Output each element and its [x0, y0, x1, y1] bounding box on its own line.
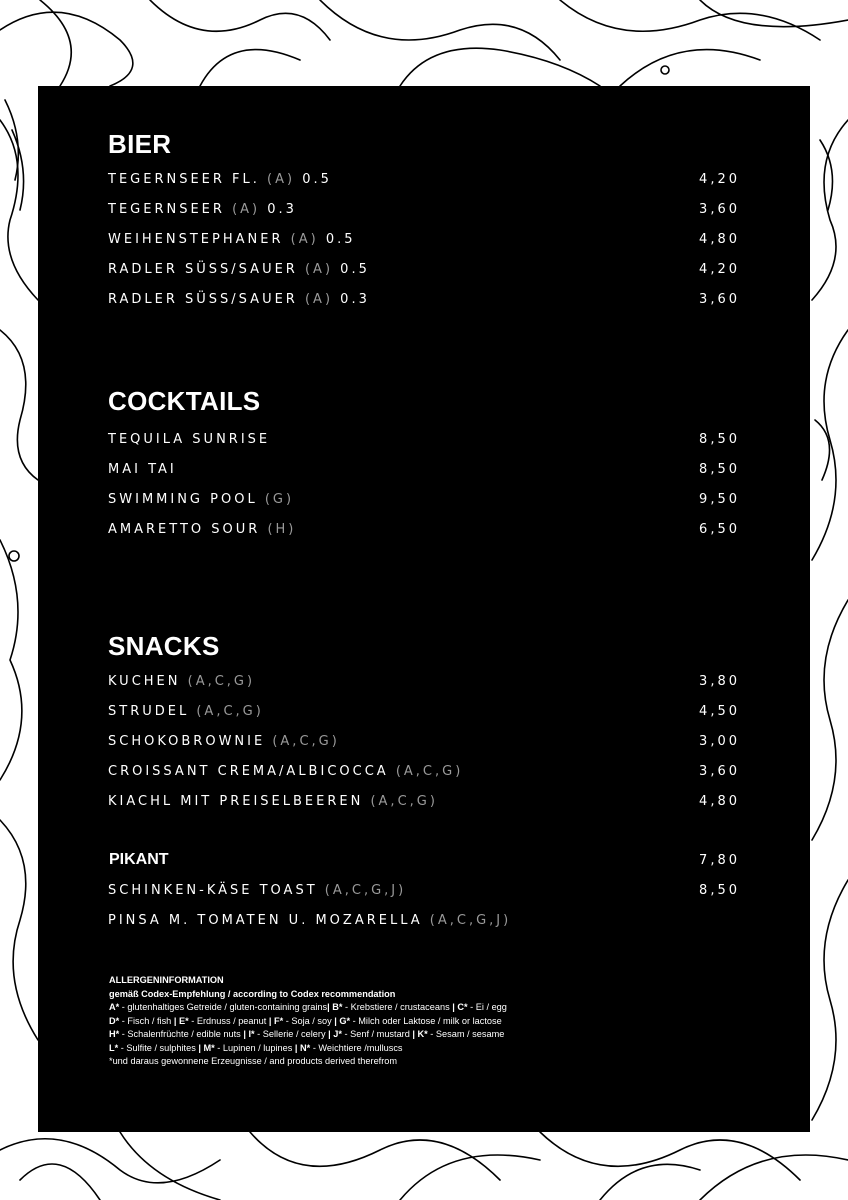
- item-price: 3,00: [699, 734, 740, 749]
- cocktails-list: [108, 425, 740, 545]
- allergen-line: H* - Schalenfrüchte / edible nuts | I* - Sellerie / celery | J* - Senf / mustard | K* - Sesam / sesame: [109, 1029, 505, 1039]
- section-title-bier: BIER: [108, 129, 172, 159]
- item-price: 4,20: [699, 172, 740, 187]
- list-item: CROISSANT CREMA/ALBICOCCA (A,C,G) 3,60: [108, 757, 740, 787]
- list-item: SCHOKOBROWNIE (A,C,G) 3,00: [108, 727, 740, 757]
- list-item: KIACHL MIT PREISELBEEREN (A,C,G) 4,80: [108, 787, 740, 817]
- allergen-information: [109, 974, 729, 1069]
- pikant-list: [108, 876, 740, 936]
- allergen-subheading: gemäß Codex-Empfehlung / according to Codex recommendation: [109, 988, 396, 999]
- list-item: MAI TAI 8,50: [108, 455, 740, 485]
- item-price: 3,80: [699, 674, 740, 689]
- allergen-line: A* - glutenhaltiges Getreide / gluten-containing grains| B* - Krebstiere / crustaceans | C* - Ei / egg: [109, 1002, 507, 1012]
- list-item: RADLER SÜSS/SAUER (A) 0.3 3,60: [108, 285, 740, 315]
- list-item: RADLER SÜSS/SAUER (A) 0.5 4,20: [108, 255, 740, 285]
- item-price: 8,50: [699, 883, 740, 898]
- list-item: TEQUILA SUNRISE 8,50: [108, 425, 740, 455]
- list-item: PINSA M. TOMATEN U. MOZARELLA (A,C,G,J): [108, 913, 512, 928]
- section-title-cocktails: COCKTAILS: [108, 386, 261, 416]
- allergen-line: D* - Fisch / fish | E* - Erdnuss / peanut | F* - Soja / soy | G* - Milch oder Laktose / milk or lactose: [109, 1015, 502, 1026]
- item-price: 4,50: [699, 704, 740, 719]
- item-price: 9,50: [699, 492, 740, 507]
- list-item: SCHINKEN-KÄSE TOAST (A,C,G,J) 8,50: [108, 876, 740, 906]
- list-item: KUCHEN (A,C,G) 3,80: [108, 667, 740, 697]
- item-price: 8,50: [699, 432, 740, 447]
- section-title-pikant: PIKANT: [109, 851, 169, 868]
- list-item: AMARETTO SOUR (H) 6,50: [108, 515, 740, 545]
- list-item: STRUDEL (A,C,G) 4,50: [108, 697, 740, 727]
- item-price: 4,20: [699, 262, 740, 277]
- list-item: TEGERNSEER (A) 0.3 3,60: [108, 195, 740, 225]
- list-item: TEGERNSEER FL. (A) 0.5 4,20: [108, 165, 740, 195]
- list-item: WEIHENSTEPHANER (A) 0.5 4,80: [108, 225, 740, 255]
- item-price: 3,60: [699, 292, 740, 307]
- snacks-list: [108, 667, 740, 817]
- item-price: 8,50: [699, 462, 740, 477]
- item-price: 3,60: [699, 764, 740, 779]
- item-price: 6,50: [699, 522, 740, 537]
- allergen-heading: ALLERGENINFORMATION: [109, 975, 224, 985]
- item-price: 3,60: [699, 202, 740, 217]
- allergen-footnote: *und daraus gewonnene Erzeugnisse / and products derived therefrom: [109, 1056, 398, 1066]
- section-title-snacks: SNACKS: [108, 631, 220, 661]
- pikant-title-price: 7,80: [699, 853, 740, 868]
- allergen-line: L* - Sulfite / sulphites | M* - Lupinen / lupines | N* - Weichtiere /mulluscs: [109, 1042, 403, 1053]
- bier-list: [108, 165, 740, 315]
- menu-panel: [38, 86, 810, 1132]
- item-price: 4,80: [699, 794, 740, 809]
- list-item: SWIMMING POOL (G) 9,50: [108, 485, 740, 515]
- item-price: 4,80: [699, 232, 740, 247]
